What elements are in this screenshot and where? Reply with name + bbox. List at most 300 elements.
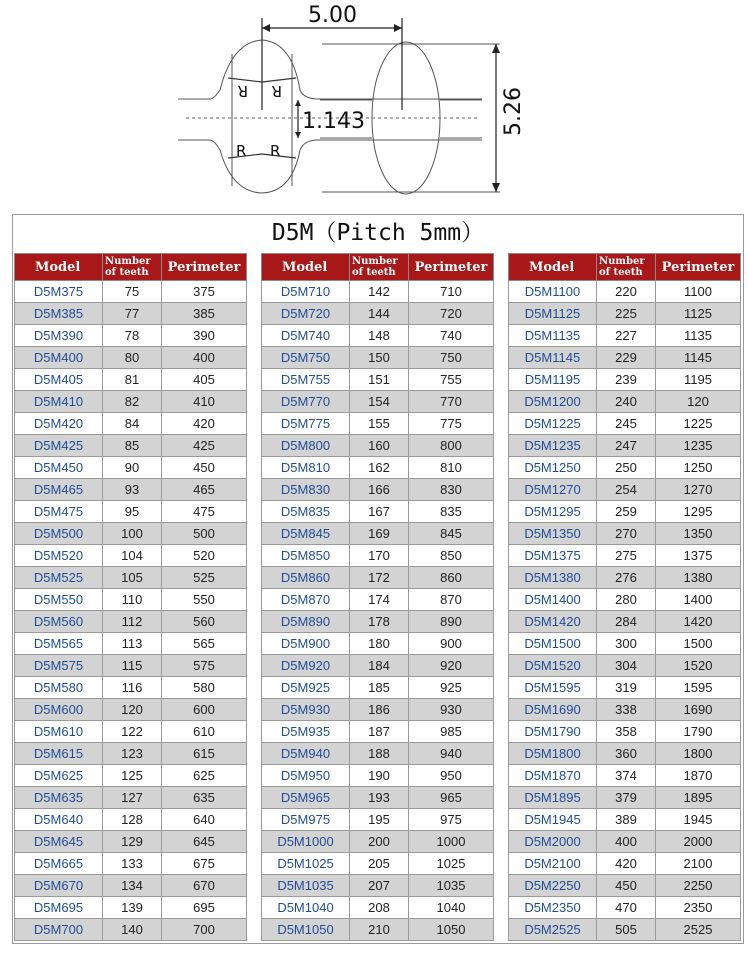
teeth-header: [350, 254, 409, 281]
model-cell[interactable]: D5M670: [15, 875, 103, 897]
perimeter-cell: 2350: [656, 897, 741, 919]
table-row: [509, 347, 741, 369]
perimeter-cell: 375: [162, 281, 247, 303]
table-row: [15, 875, 247, 897]
perimeter-cell: 1690: [656, 699, 741, 721]
model-cell[interactable]: D5M640: [15, 809, 103, 831]
model-cell[interactable]: D5M920: [262, 655, 350, 677]
teeth-cell: 125: [103, 765, 162, 787]
model-cell[interactable]: D5M410: [15, 391, 103, 413]
model-cell[interactable]: D5M405: [15, 369, 103, 391]
table-row: [509, 589, 741, 611]
table-row: [15, 853, 247, 875]
perimeter-cell: 695: [162, 897, 247, 919]
teeth-cell: 190: [350, 765, 409, 787]
perimeter-cell: 1100: [656, 281, 741, 303]
perimeter-cell: 940: [409, 743, 494, 765]
table-row: [15, 281, 247, 303]
teeth-cell: 113: [103, 633, 162, 655]
perimeter-cell: 890: [409, 611, 494, 633]
table-row: [262, 435, 494, 457]
teeth-header-line2: of teeth: [352, 267, 396, 278]
table-row: [509, 765, 741, 787]
teeth-cell: 420: [597, 853, 656, 875]
table-row: [262, 897, 494, 919]
model-cell[interactable]: D5M425: [15, 435, 103, 457]
model-cell[interactable]: D5M700: [15, 919, 103, 941]
teeth-cell: 148: [350, 325, 409, 347]
model-cell[interactable]: D5M1235: [509, 435, 597, 457]
perimeter-cell: 1135: [656, 325, 741, 347]
model-cell[interactable]: D5M975: [262, 809, 350, 831]
teeth-cell: 185: [350, 677, 409, 699]
table-row: [262, 875, 494, 897]
perimeter-cell: 645: [162, 831, 247, 853]
teeth-cell: 284: [597, 611, 656, 633]
teeth-cell: 187: [350, 721, 409, 743]
model-cell[interactable]: D5M900: [262, 633, 350, 655]
model-cell[interactable]: D5M1800: [509, 743, 597, 765]
perimeter-cell: 120: [656, 391, 741, 413]
model-cell[interactable]: D5M845: [262, 523, 350, 545]
perimeter-cell: 835: [409, 501, 494, 523]
perimeter-cell: 425: [162, 435, 247, 457]
teeth-cell: 154: [350, 391, 409, 413]
model-cell[interactable]: D5M1135: [509, 325, 597, 347]
teeth-header-line1: Number: [105, 256, 151, 267]
teeth-cell: 470: [597, 897, 656, 919]
perimeter-cell: 475: [162, 501, 247, 523]
model-cell[interactable]: D5M1375: [509, 545, 597, 567]
model-cell[interactable]: D5M770: [262, 391, 350, 413]
perimeter-cell: 550: [162, 589, 247, 611]
model-cell[interactable]: D5M775: [262, 413, 350, 435]
perimeter-cell: 1350: [656, 523, 741, 545]
teeth-cell: 280: [597, 589, 656, 611]
perimeter-cell: 1945: [656, 809, 741, 831]
model-cell[interactable]: D5M2100: [509, 853, 597, 875]
perimeter-cell: 2525: [656, 919, 741, 941]
model-cell[interactable]: D5M610: [15, 721, 103, 743]
table-row: [509, 699, 741, 721]
perimeter-cell: 920: [409, 655, 494, 677]
model-cell[interactable]: D5M695: [15, 897, 103, 919]
table-row: [15, 765, 247, 787]
teeth-header: [597, 254, 656, 281]
table-row: [262, 809, 494, 831]
table-row: [15, 677, 247, 699]
model-cell[interactable]: D5M665: [15, 853, 103, 875]
perimeter-cell: 710: [409, 281, 494, 303]
table-row: [262, 589, 494, 611]
perimeter-cell: 670: [162, 875, 247, 897]
perimeter-cell: 925: [409, 677, 494, 699]
perimeter-cell: 1870: [656, 765, 741, 787]
teeth-cell: 110: [103, 589, 162, 611]
model-cell[interactable]: D5M1035: [262, 875, 350, 897]
teeth-cell: 379: [597, 787, 656, 809]
teeth-cell: 123: [103, 743, 162, 765]
belt-table-1: [14, 253, 247, 941]
model-cell[interactable]: D5M860: [262, 567, 350, 589]
table-row: [15, 831, 247, 853]
perimeter-cell: 1500: [656, 633, 741, 655]
model-cell[interactable]: D5M375: [15, 281, 103, 303]
model-cell[interactable]: D5M740: [262, 325, 350, 347]
table-row: [15, 523, 247, 545]
model-cell[interactable]: D5M1250: [509, 457, 597, 479]
teeth-cell: 505: [597, 919, 656, 941]
teeth-cell: 208: [350, 897, 409, 919]
perimeter-cell: 1270: [656, 479, 741, 501]
teeth-cell: 120: [103, 699, 162, 721]
perimeter-cell: 845: [409, 523, 494, 545]
teeth-cell: 142: [350, 281, 409, 303]
teeth-cell: 84: [103, 413, 162, 435]
model-cell[interactable]: D5M1270: [509, 479, 597, 501]
perimeter-cell: 740: [409, 325, 494, 347]
model-cell[interactable]: D5M1225: [509, 413, 597, 435]
teeth-cell: 450: [597, 875, 656, 897]
table-row: [509, 281, 741, 303]
table-row: [15, 567, 247, 589]
perimeter-cell: 870: [409, 589, 494, 611]
table-row: [262, 523, 494, 545]
model-cell[interactable]: D5M935: [262, 721, 350, 743]
model-cell[interactable]: D5M710: [262, 281, 350, 303]
teeth-cell: 225: [597, 303, 656, 325]
model-cell[interactable]: D5M465: [15, 479, 103, 501]
perimeter-cell: 700: [162, 919, 247, 941]
teeth-cell: 127: [103, 787, 162, 809]
model-cell[interactable]: D5M965: [262, 787, 350, 809]
perimeter-cell: 500: [162, 523, 247, 545]
model-cell[interactable]: D5M1895: [509, 787, 597, 809]
belt-size-table-frame: [12, 214, 744, 944]
perimeter-cell: 1595: [656, 677, 741, 699]
teeth-cell: 115: [103, 655, 162, 677]
table-row: [509, 919, 741, 941]
teeth-cell: 178: [350, 611, 409, 633]
perimeter-cell: 1400: [656, 589, 741, 611]
model-cell[interactable]: D5M940: [262, 743, 350, 765]
model-cell[interactable]: D5M400: [15, 347, 103, 369]
table-row: [509, 721, 741, 743]
teeth-cell: 78: [103, 325, 162, 347]
teeth-cell: 81: [103, 369, 162, 391]
table-row: [509, 809, 741, 831]
table-row: [262, 677, 494, 699]
perimeter-cell: 1380: [656, 567, 741, 589]
teeth-cell: 116: [103, 677, 162, 699]
table-title: D5M（Pitch 5mm）: [271, 220, 485, 246]
table-row: [509, 501, 741, 523]
teeth-cell: 151: [350, 369, 409, 391]
model-cell[interactable]: D5M565: [15, 633, 103, 655]
model-cell[interactable]: D5M890: [262, 611, 350, 633]
teeth-cell: 229: [597, 347, 656, 369]
table-row: [262, 743, 494, 765]
model-cell[interactable]: D5M1350: [509, 523, 597, 545]
table-row: [509, 325, 741, 347]
table-row: [509, 677, 741, 699]
model-cell[interactable]: D5M925: [262, 677, 350, 699]
table-row: [15, 633, 247, 655]
perimeter-cell: 1035: [409, 875, 494, 897]
table-row: [15, 369, 247, 391]
teeth-cell: 188: [350, 743, 409, 765]
teeth-cell: 319: [597, 677, 656, 699]
table-row: [15, 897, 247, 919]
table-row: [262, 721, 494, 743]
model-cell[interactable]: D5M645: [15, 831, 103, 853]
table-row: [262, 479, 494, 501]
teeth-cell: 144: [350, 303, 409, 325]
perimeter-cell: 410: [162, 391, 247, 413]
table-row: [509, 303, 741, 325]
model-cell[interactable]: D5M1870: [509, 765, 597, 787]
table-row: [262, 369, 494, 391]
table-row: [15, 699, 247, 721]
perimeter-cell: 1235: [656, 435, 741, 457]
model-cell[interactable]: D5M575: [15, 655, 103, 677]
radius-label-top-right: R: [271, 82, 282, 100]
table-row: [15, 325, 247, 347]
teeth-cell: 304: [597, 655, 656, 677]
model-cell[interactable]: D5M450: [15, 457, 103, 479]
belt-table-3: [508, 253, 741, 941]
perimeter-cell: 750: [409, 347, 494, 369]
model-cell[interactable]: D5M1125: [509, 303, 597, 325]
perimeter-cell: 1790: [656, 721, 741, 743]
teeth-cell: 160: [350, 435, 409, 457]
perimeter-header: Perimeter: [409, 254, 494, 281]
header-row: [509, 254, 741, 281]
model-cell[interactable]: D5M830: [262, 479, 350, 501]
perimeter-cell: 860: [409, 567, 494, 589]
perimeter-cell: 465: [162, 479, 247, 501]
model-cell[interactable]: D5M2250: [509, 875, 597, 897]
model-cell[interactable]: D5M950: [262, 765, 350, 787]
model-cell[interactable]: D5M1195: [509, 369, 597, 391]
model-cell[interactable]: D5M390: [15, 325, 103, 347]
table-row: [15, 919, 247, 941]
perimeter-cell: 800: [409, 435, 494, 457]
teeth-cell: 220: [597, 281, 656, 303]
teeth-cell: 245: [597, 413, 656, 435]
table-row: [509, 435, 741, 457]
table-row: [509, 655, 741, 677]
model-cell[interactable]: D5M810: [262, 457, 350, 479]
pitch-dimension-label: 5.00: [308, 3, 357, 28]
teeth-cell: 90: [103, 457, 162, 479]
teeth-header-line2: of teeth: [105, 267, 149, 278]
model-cell[interactable]: D5M500: [15, 523, 103, 545]
model-cell[interactable]: D5M1100: [509, 281, 597, 303]
teeth-cell: 389: [597, 809, 656, 831]
model-cell[interactable]: D5M850: [262, 545, 350, 567]
teeth-cell: 150: [350, 347, 409, 369]
table-row: [15, 435, 247, 457]
teeth-cell: 128: [103, 809, 162, 831]
teeth-header-line2: of teeth: [599, 267, 643, 278]
perimeter-cell: 1420: [656, 611, 741, 633]
model-cell[interactable]: D5M750: [262, 347, 350, 369]
teeth-cell: 112: [103, 611, 162, 633]
teeth-cell: 193: [350, 787, 409, 809]
model-cell[interactable]: D5M1050: [262, 919, 350, 941]
model-cell[interactable]: D5M600: [15, 699, 103, 721]
perimeter-cell: 1025: [409, 853, 494, 875]
teeth-cell: 170: [350, 545, 409, 567]
perimeter-cell: 560: [162, 611, 247, 633]
teeth-cell: 75: [103, 281, 162, 303]
model-cell[interactable]: D5M520: [15, 545, 103, 567]
teeth-cell: 140: [103, 919, 162, 941]
model-cell[interactable]: D5M1420: [509, 611, 597, 633]
table-row: [262, 325, 494, 347]
perimeter-cell: 930: [409, 699, 494, 721]
table-row: [262, 787, 494, 809]
teeth-cell: 276: [597, 567, 656, 589]
table-row: [262, 501, 494, 523]
model-cell[interactable]: D5M930: [262, 699, 350, 721]
perimeter-cell: 420: [162, 413, 247, 435]
perimeter-cell: 810: [409, 457, 494, 479]
model-cell[interactable]: D5M2000: [509, 831, 597, 853]
perimeter-cell: 675: [162, 853, 247, 875]
teeth-cell: 162: [350, 457, 409, 479]
perimeter-cell: 720: [409, 303, 494, 325]
table-row: [262, 457, 494, 479]
belt-table-2: [261, 253, 494, 941]
belt-tooth-profile-diagram: [0, 0, 748, 210]
model-cell[interactable]: D5M580: [15, 677, 103, 699]
model-cell[interactable]: D5M1380: [509, 567, 597, 589]
perimeter-cell: 1295: [656, 501, 741, 523]
perimeter-cell: 2000: [656, 831, 741, 853]
model-cell[interactable]: D5M870: [262, 589, 350, 611]
model-cell[interactable]: D5M720: [262, 303, 350, 325]
teeth-cell: 360: [597, 743, 656, 765]
model-cell[interactable]: D5M385: [15, 303, 103, 325]
perimeter-cell: 1125: [656, 303, 741, 325]
model-cell[interactable]: D5M475: [15, 501, 103, 523]
table-row: [509, 545, 741, 567]
perimeter-header: Perimeter: [656, 254, 741, 281]
model-cell[interactable]: D5M615: [15, 743, 103, 765]
model-cell[interactable]: D5M1295: [509, 501, 597, 523]
model-cell[interactable]: D5M1025: [262, 853, 350, 875]
perimeter-cell: 1895: [656, 787, 741, 809]
model-cell[interactable]: D5M1000: [262, 831, 350, 853]
model-cell[interactable]: D5M525: [15, 567, 103, 589]
model-cell[interactable]: D5M755: [262, 369, 350, 391]
model-cell[interactable]: D5M420: [15, 413, 103, 435]
model-cell[interactable]: D5M1945: [509, 809, 597, 831]
table-row: [15, 721, 247, 743]
teeth-cell: 205: [350, 853, 409, 875]
model-cell[interactable]: D5M1145: [509, 347, 597, 369]
teeth-cell: 139: [103, 897, 162, 919]
perimeter-cell: 390: [162, 325, 247, 347]
table-row: [15, 611, 247, 633]
table-row: [262, 853, 494, 875]
table-row: [509, 853, 741, 875]
table-row: [509, 567, 741, 589]
teeth-cell: 93: [103, 479, 162, 501]
teeth-cell: 300: [597, 633, 656, 655]
perimeter-cell: 950: [409, 765, 494, 787]
model-cell[interactable]: D5M1400: [509, 589, 597, 611]
teeth-cell: 104: [103, 545, 162, 567]
perimeter-cell: 610: [162, 721, 247, 743]
model-cell[interactable]: D5M835: [262, 501, 350, 523]
teeth-cell: 254: [597, 479, 656, 501]
model-cell[interactable]: D5M550: [15, 589, 103, 611]
model-cell[interactable]: D5M2525: [509, 919, 597, 941]
model-cell[interactable]: D5M635: [15, 787, 103, 809]
teeth-cell: 184: [350, 655, 409, 677]
table-row: [509, 523, 741, 545]
model-cell[interactable]: D5M800: [262, 435, 350, 457]
perimeter-cell: 850: [409, 545, 494, 567]
teeth-cell: 210: [350, 919, 409, 941]
teeth-cell: 122: [103, 721, 162, 743]
teeth-cell: 275: [597, 545, 656, 567]
teeth-cell: 129: [103, 831, 162, 853]
model-cell[interactable]: D5M2350: [509, 897, 597, 919]
radius-label-top-left: R: [237, 82, 248, 100]
table-row: [15, 457, 247, 479]
teeth-cell: 166: [350, 479, 409, 501]
perimeter-cell: 1800: [656, 743, 741, 765]
table-row: [262, 611, 494, 633]
teeth-header-line1: Number: [599, 256, 645, 267]
table-row: [509, 743, 741, 765]
table-row: [262, 633, 494, 655]
table-row: [15, 303, 247, 325]
model-cell[interactable]: D5M1500: [509, 633, 597, 655]
model-cell[interactable]: D5M625: [15, 765, 103, 787]
table-row: [262, 545, 494, 567]
perimeter-cell: 965: [409, 787, 494, 809]
teeth-cell: 207: [350, 875, 409, 897]
model-header: Model: [15, 254, 103, 281]
model-cell[interactable]: D5M1690: [509, 699, 597, 721]
perimeter-cell: 2100: [656, 853, 741, 875]
table-row: [15, 413, 247, 435]
teeth-header: [103, 254, 162, 281]
table-row: [15, 545, 247, 567]
teeth-cell: 227: [597, 325, 656, 347]
model-cell[interactable]: D5M1040: [262, 897, 350, 919]
table-row: [509, 875, 741, 897]
model-cell[interactable]: D5M1790: [509, 721, 597, 743]
teeth-cell: 239: [597, 369, 656, 391]
perimeter-cell: 775: [409, 413, 494, 435]
table-row: [262, 303, 494, 325]
perimeter-cell: 1000: [409, 831, 494, 853]
teeth-cell: 174: [350, 589, 409, 611]
model-cell[interactable]: D5M1520: [509, 655, 597, 677]
perimeter-cell: 575: [162, 655, 247, 677]
table-row: [15, 743, 247, 765]
model-cell[interactable]: D5M1200: [509, 391, 597, 413]
table-row: [15, 479, 247, 501]
model-cell[interactable]: D5M560: [15, 611, 103, 633]
model-cell[interactable]: D5M1595: [509, 677, 597, 699]
